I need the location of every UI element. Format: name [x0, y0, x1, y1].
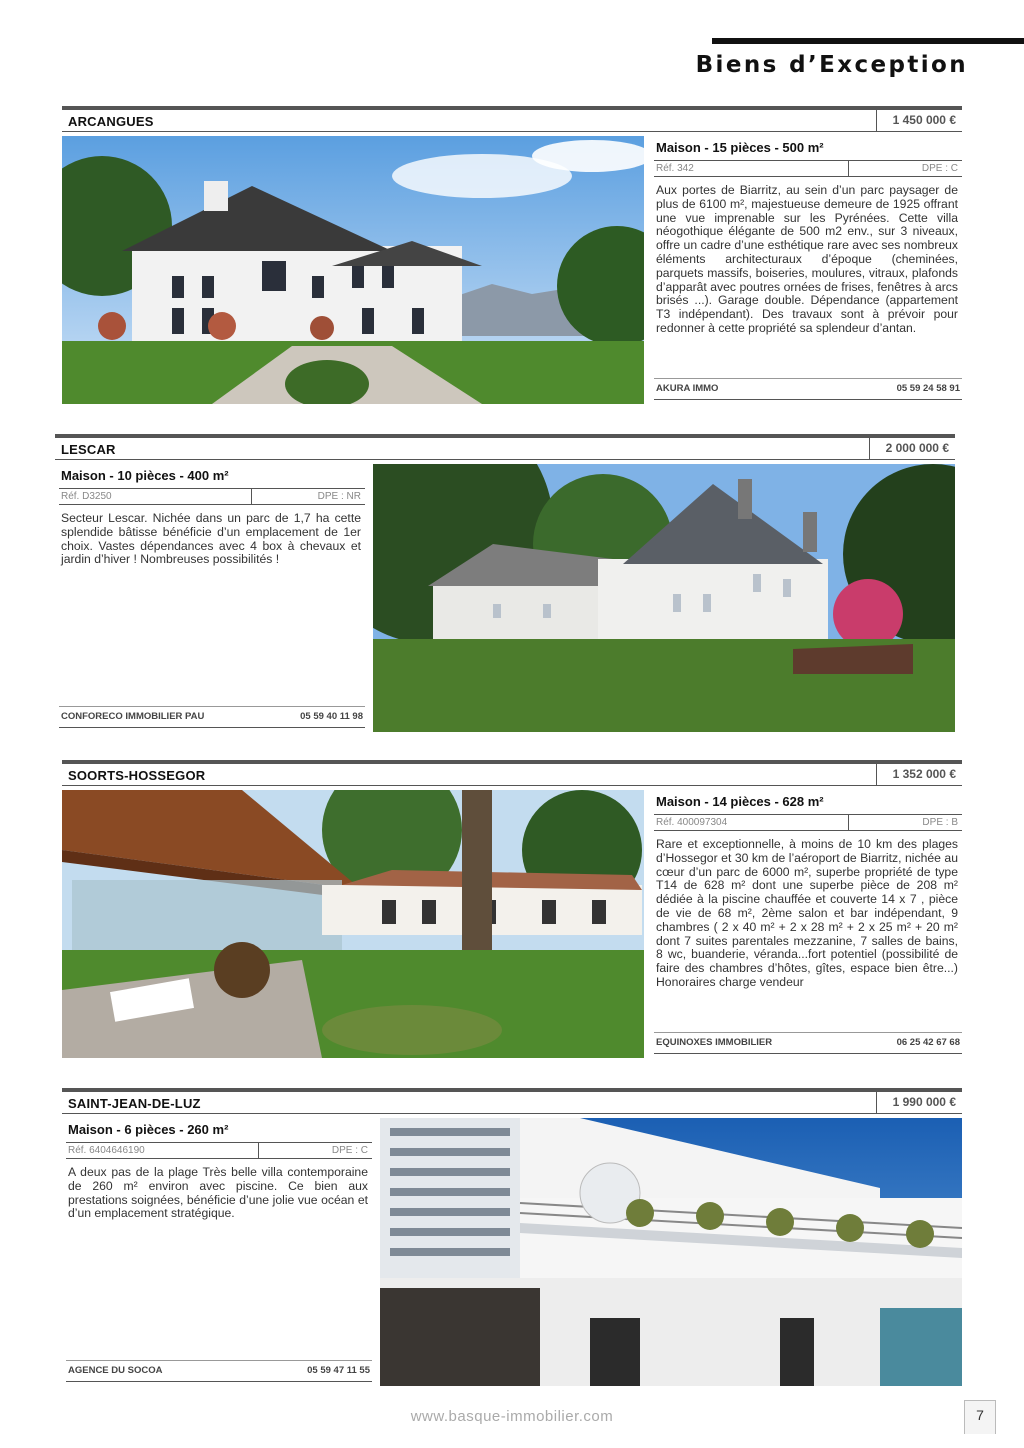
- listing-title-bar: [62, 1088, 962, 1114]
- listing-arcangues: [62, 106, 962, 406]
- listing-ref: Réf. 6404646190: [68, 1145, 145, 1156]
- section-title: Biens d’Exception: [695, 52, 968, 78]
- listing-soorts-hossegor: [62, 760, 962, 1060]
- listing-ref: Réf. 342: [656, 163, 694, 174]
- ref-divider: [258, 1143, 259, 1158]
- ref-row: [654, 814, 962, 831]
- agency-phone: 06 25 42 67 68: [896, 1037, 960, 1048]
- ref-divider: [251, 489, 252, 504]
- ref-row: [66, 1142, 372, 1159]
- listing-description: Aux portes de Biarritz, au sein d’un parc paysager de plus de 6100 m², majestueuse demeure de 1925 offrant une vue imprenable sur les Pyrénées. Cette villa néogothique élégante de 500 m2 env., sur 3 niveaux, offre un cadre d’une esthétique rare avec ses nombreux éléments architecturaux d’époque (cheminées, parquets massifs, boiseries, moulures, vitraux, plafonds d’apparât avec poutres ornées de frises, fenêtres à arcs brisés ...). Garage double. Dépendance (appartement T3 indépendant). Des travaux sont à prévoir pour redonner à cette propriété sa splendeur d’antan.: [656, 183, 958, 335]
- agency-row: [654, 1034, 962, 1054]
- agency-name: AKURA IMMO: [656, 383, 719, 394]
- listing-city: SAINT-JEAN-DE-LUZ: [68, 1096, 201, 1111]
- agency-name: EQUINOXES IMMOBILIER: [656, 1037, 773, 1048]
- listing-title-bar: [55, 434, 955, 460]
- listing-type: Maison - 6 pièces - 260 m²: [68, 1122, 229, 1137]
- property-photo: [373, 464, 955, 732]
- listing-price: 1 990 000 €: [876, 1092, 962, 1113]
- listing-ref: Réf. 400097304: [656, 817, 728, 828]
- listing-ref: Réf. D3250: [61, 491, 112, 502]
- listing-info: [654, 136, 962, 404]
- listing-description: A deux pas de la plage Très belle villa contemporaine de 260 m² environ avec piscine. Ce bien aux prestations soignées, bénéficie d’une jolie vue océan et d’un emplacement stratégique.: [68, 1165, 368, 1221]
- listing-dpe: DPE : C: [331, 1145, 368, 1156]
- page-number: 7: [964, 1400, 996, 1434]
- listing-price: 1 352 000 €: [876, 764, 962, 785]
- listing-lescar: [55, 434, 955, 734]
- property-photo: [62, 136, 644, 404]
- agency-phone: 05 59 47 11 55: [307, 1365, 370, 1376]
- listing-dpe: DPE : B: [922, 817, 958, 828]
- agency-name: CONFORECO IMMOBILIER PAU: [61, 711, 205, 722]
- ref-row: [59, 488, 365, 505]
- ref-row: [654, 160, 962, 177]
- agency-phone: 05 59 40 11 98: [300, 711, 363, 722]
- property-photo: [380, 1118, 962, 1386]
- listing-type: Maison - 15 pièces - 500 m²: [656, 140, 824, 155]
- ref-divider: [848, 161, 849, 176]
- listing-price: 2 000 000 €: [869, 438, 955, 459]
- listing-city: SOORTS-HOSSEGOR: [68, 768, 206, 783]
- listing-saint-jean-de-luz: [62, 1088, 962, 1388]
- agency-row: [654, 380, 962, 400]
- header-rule: [712, 38, 1024, 44]
- listing-description: Rare et exceptionnelle, à moins de 10 km des plages d’Hossegor et 30 km de l’aéroport de Biarritz, nichée au cœur d’un parc de 6000 m², superbe propriété de type T14 de 628 m² dont une superbe pièce de 208 m² dédiée à la piscine chauffée et couverte 14 x 7 , pièce de vie de 68 m², 2ème salon et bar indépendant, 9 chambres ( 2 x 40 m² + 2 x 28 m² + 2 x 25 m² + 20 m² dont 7 suites parentales mezzanine, 7 salles de bains, 8 wc, buanderie, véranda...fort potentiel (possibilité de faire des chambres d’hôtes, gîtes, espace bien être...) Honoraires charge vendeur: [656, 837, 958, 989]
- listing-city: LESCAR: [61, 442, 116, 457]
- listing-dpe: DPE : C: [921, 163, 958, 174]
- listing-type: Maison - 10 pièces - 400 m²: [61, 468, 229, 483]
- listing-info: [66, 1118, 372, 1386]
- footer-url[interactable]: www.basque-immobilier.com: [410, 1408, 614, 1425]
- agency-name: AGENCE DU SOCOA: [68, 1365, 163, 1376]
- listing-info: [654, 790, 962, 1058]
- listing-city: ARCANGUES: [68, 114, 154, 129]
- listing-title-bar: [62, 106, 962, 132]
- agency-row: [59, 708, 365, 728]
- property-photo: [62, 790, 644, 1058]
- listing-info: [59, 464, 365, 732]
- listing-price: 1 450 000 €: [876, 110, 962, 131]
- listing-description: Secteur Lescar. Nichée dans un parc de 1,7 ha cette splendide bâtisse bénéficie d’un emplacement de 1er choix. Vastes dépendances avec 4 box à chevaux et jardin d’hiver ! Nombreuses possibilités !: [61, 511, 361, 567]
- listing-dpe: DPE : NR: [317, 491, 361, 502]
- listing-type: Maison - 14 pièces - 628 m²: [656, 794, 824, 809]
- agency-row: [66, 1362, 372, 1382]
- agency-phone: 05 59 24 58 91: [896, 383, 960, 394]
- listing-title-bar: [62, 760, 962, 786]
- ref-divider: [848, 815, 849, 830]
